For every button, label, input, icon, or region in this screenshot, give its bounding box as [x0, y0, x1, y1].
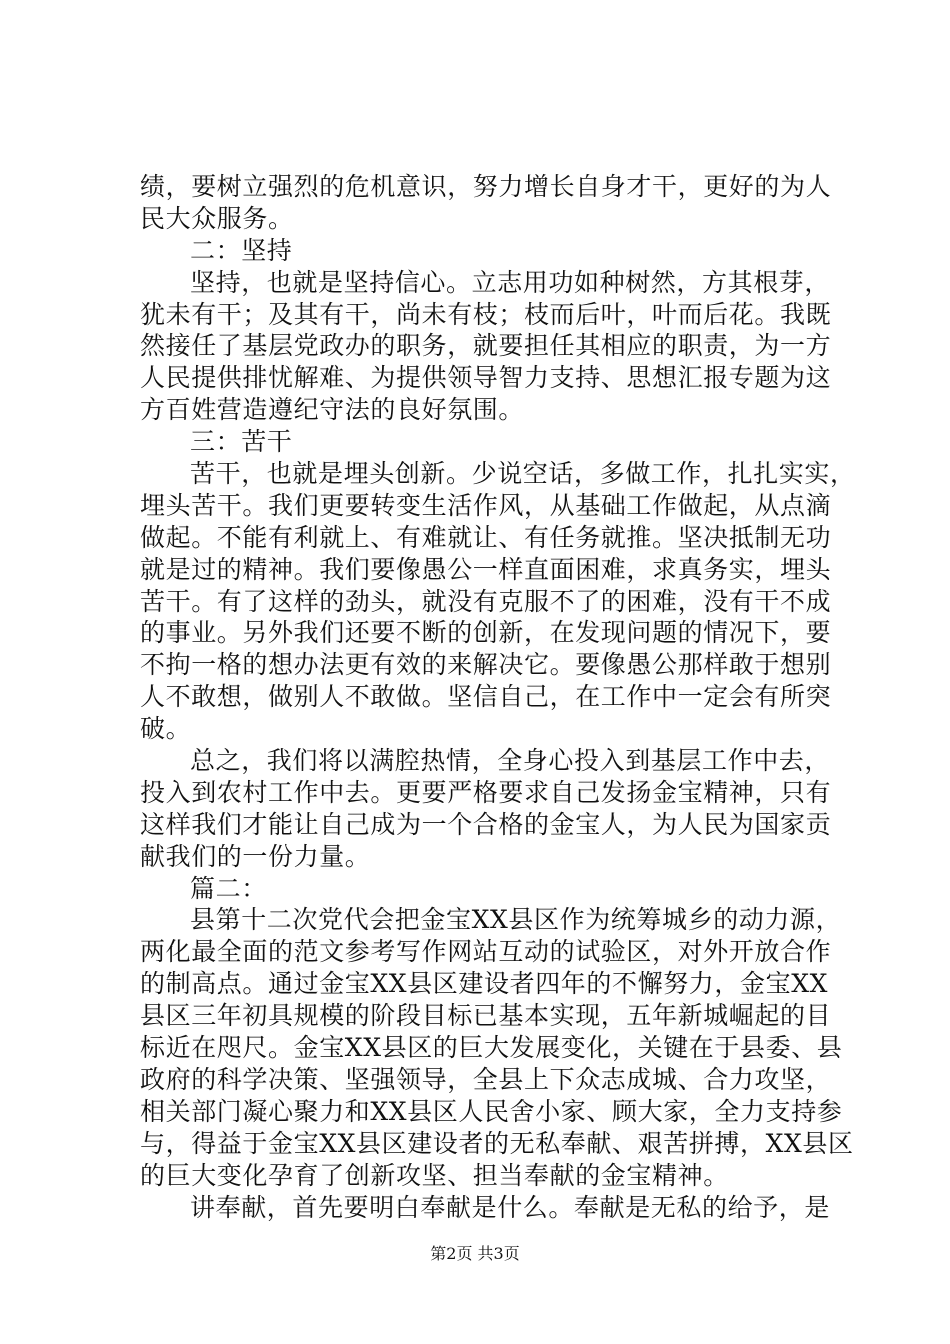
- text-line: 然接任了基层党政办的职务，就要担任其相应的职责，为一方: [140, 331, 832, 361]
- text-line: 人不敢想，做别人不敢做。坚信自己，在工作中一定会有所突: [140, 682, 832, 712]
- text-line: 方百姓营造遵纪守法的良好氛围。: [140, 395, 525, 425]
- text-line: 绩，要树立强烈的危机意识，努力增长自身才干，更好的为人: [140, 172, 832, 201]
- text-line: 三：苦干: [190, 427, 293, 457]
- text-line: 与，得益于金宝XX县区建设者的无私奉献、艰苦拼搏，XX县区: [140, 1128, 854, 1158]
- page-footer: 第2页 共3页: [430, 1244, 520, 1263]
- text-line: 总之，我们将以满腔热情，全身心投入到基层工作中去，: [190, 746, 831, 776]
- text-line: 的巨大变化孕育了创新攻坚、担当奉献的金宝精神。: [140, 1160, 729, 1190]
- text-line: 不拘一格的想办法更有效的来解决它。要像愚公那样敢于想别: [140, 650, 832, 680]
- text-line: 民大众服务。: [140, 203, 294, 233]
- text-line: 篇二：: [190, 873, 267, 903]
- text-line: 的事业。另外我们还要不断的创新，在发现问题的情况下，要: [140, 618, 832, 648]
- text-line: 的制高点。通过金宝XX县区建设者四年的不懈努力，金宝XX: [140, 969, 828, 999]
- text-line: 二：坚持: [190, 235, 293, 265]
- text-line: 投入到农村工作中去。更要严格要求自己发扬金宝精神，只有: [140, 777, 832, 807]
- text-line: 献我们的一份力量。: [140, 841, 371, 871]
- text-line: 标近在咫尺。金宝XX县区的巨大发展变化，关键在于县委、县: [140, 1033, 843, 1063]
- text-line: 做起。不能有利就上、有难就让、有任务就推。坚决抵制无功: [140, 522, 832, 552]
- text-line: 县区三年初具规模的阶段目标已基本实现，五年新城崛起的目: [140, 1001, 832, 1031]
- text-line: 政府的科学决策、坚强领导，全县上下众志成城、合力攻坚，: [140, 1064, 832, 1094]
- text-line: 相关部门凝心聚力和XX县区人民舍小家、顾大家，全力支持参: [140, 1096, 843, 1126]
- text-line: 埋头苦干。我们更要转变生活作风，从基础工作做起，从点滴: [140, 490, 832, 520]
- text-line: 这样我们才能让自己成为一个合格的金宝人，为人民为国家贡: [140, 809, 832, 839]
- text-line: 苦干，也就是埋头创新。少说空话，多做工作，扎扎实实，: [190, 459, 856, 489]
- text-line: 人民提供排忧解难、为提供领导智力支持、思想汇报专题为这: [140, 363, 832, 393]
- text-line: 县第十二次党代会把金宝XX县区作为统筹城乡的动力源，: [190, 905, 842, 935]
- text-line: 就是过的精神。我们要像愚公一样直面困难，求真务实，埋头: [140, 554, 832, 584]
- text-line: 两化最全面的范文参考写作网站互动的试验区，对外开放合作: [140, 937, 832, 967]
- document-body: [140, 171, 856, 1223]
- text-line: 讲奉献，首先要明白奉献是什么。奉献是无私的给予，是: [190, 1192, 831, 1222]
- text-line: 破。: [140, 714, 192, 744]
- text-line: 坚持，也就是坚持信心。立志用功如种树然，方其根芽，: [190, 267, 831, 297]
- text-line: 犹未有干；及其有干，尚未有枝；枝而后叶，叶而后花。我既: [140, 299, 832, 329]
- text-line: 苦干。有了这样的劲头，就没有克服不了的困难，没有干不成: [140, 586, 832, 616]
